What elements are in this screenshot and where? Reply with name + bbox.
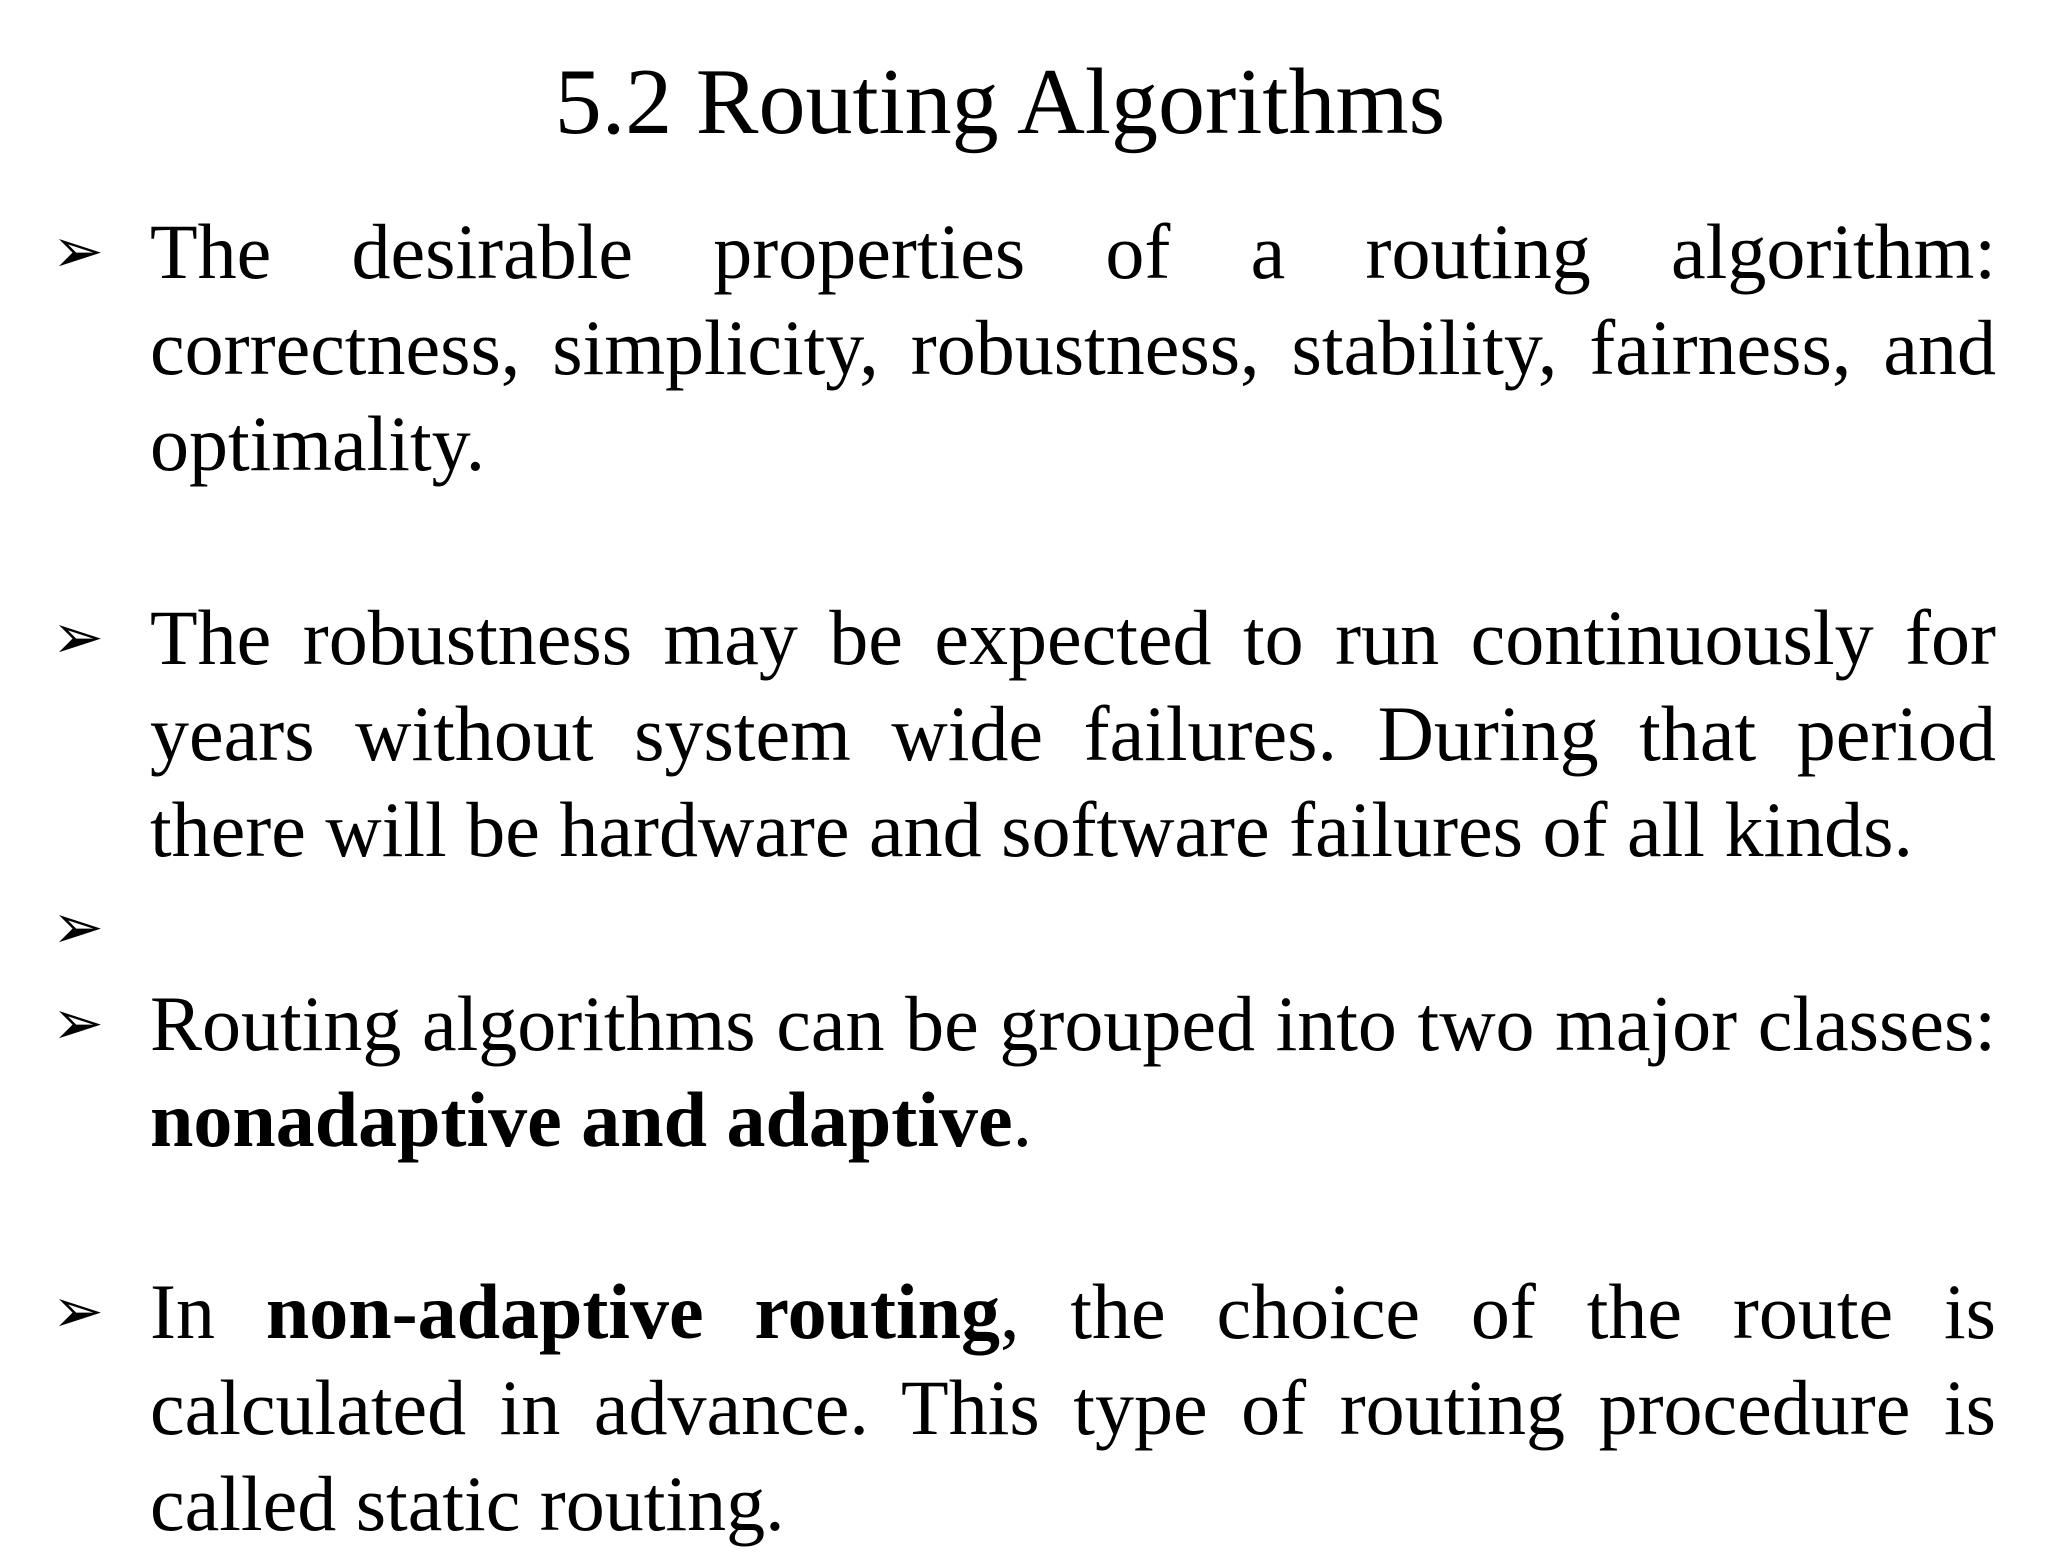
bullet-text-bold: nonadaptive and adaptive [150, 1076, 1013, 1163]
bullet-text-run: Routing algorithms can be grouped into two major classes: [150, 980, 1996, 1067]
bullet-text-run: . [1012, 1076, 1033, 1163]
arrow-bullet-icon: ➢ [52, 894, 104, 962]
bullet-text-run: The desirable properties of a routing algorithm: correctness, simplicity, robustness, stability, fairness, and optimality. [150, 208, 1996, 487]
bullet-text-run: The robustness may be expected to run continuously for years without system wide failures. During that period there will be hardware and software failures of all kinds. [150, 594, 1996, 873]
bullet-text-bold: non-adaptive routing [265, 1268, 1001, 1355]
arrow-bullet-icon: ➢ [52, 604, 104, 672]
arrow-bullet-icon: ➢ [52, 1278, 104, 1346]
bullet-text [150, 976, 1996, 1168]
arrow-bullet-icon: ➢ [52, 990, 104, 1058]
bullet-text [150, 1264, 1996, 1552]
bullet-text [150, 590, 1996, 878]
arrow-bullet-icon: ➢ [52, 218, 104, 286]
slide-title: 5.2 Routing Algorithms [554, 50, 1446, 154]
bullet-text [150, 204, 1996, 492]
bullet-text-run: , the choice of the route is calculated in advance. This type of routing procedure is called static routing. [150, 1268, 1996, 1547]
bullet-text-run: In [150, 1268, 266, 1355]
